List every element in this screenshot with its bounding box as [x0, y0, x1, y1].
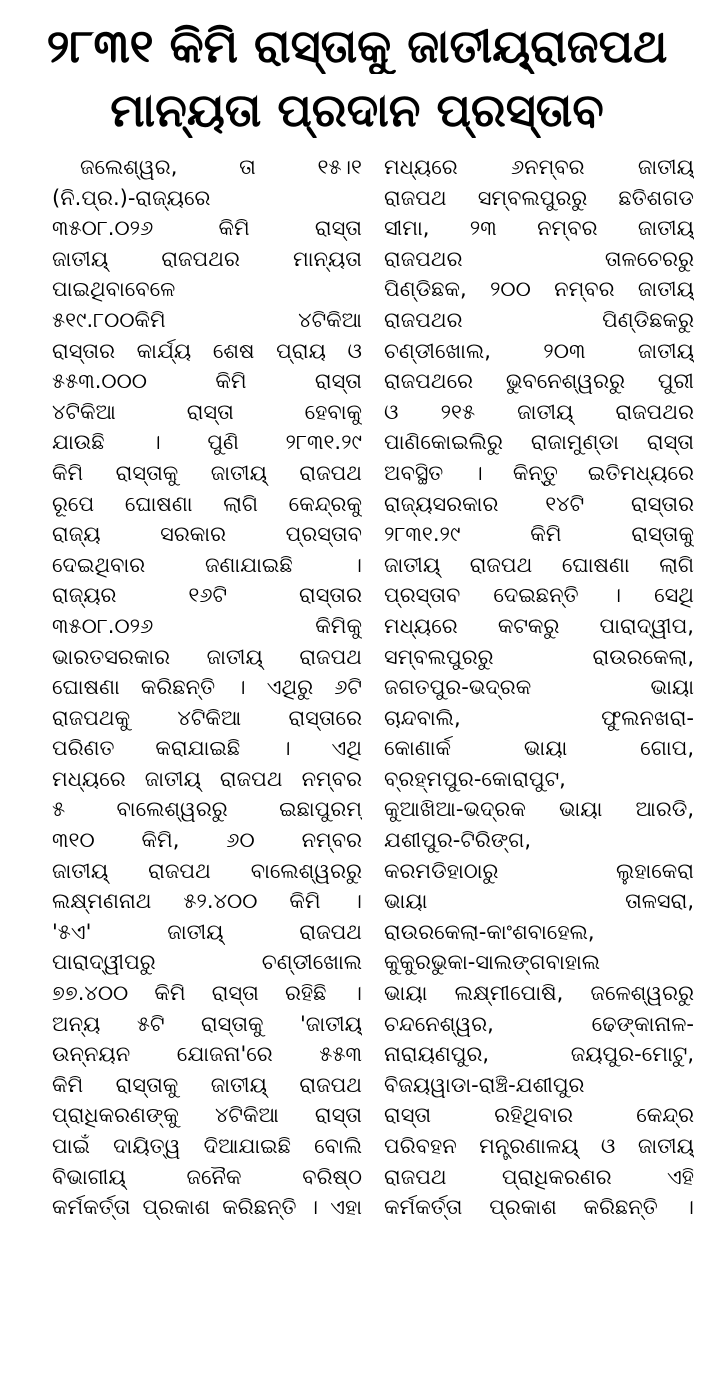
body-line: ଘୋଷଣା କରିଛନ୍ତି । ଏଥିରୁ ୬ଟି — [52, 675, 362, 700]
body-line: ୩୫୦୮.୦୨୬ କିମିକୁ — [52, 613, 362, 638]
body-line: ପ୍ରାଧିକରଣଙ୍କୁ ୪ଟିକିଆ ରାସ୍ତା — [52, 1103, 362, 1128]
body-line: ଚଣ୍ଡୀଖୋଲ, ୨୦୩ ଜାତୀୟ୍ — [384, 338, 694, 363]
body-line: ରାଉରକେଲା-କାଂଶବାହେଲ, — [384, 919, 595, 944]
body-line: ମଧ୍ୟରେ କଟକରୁ ପାରାଦ୍ୱୀପ, — [384, 613, 694, 638]
body-line: କର୍ମକର୍ତ୍ତା ପ୍ରକାଶ କରିଛନ୍ତି । — [384, 1195, 694, 1220]
body-line: ରାଜପଥର ପିଣ୍ଡିଛକରୁ — [384, 307, 694, 332]
body-line: ଅବସ୍ଥିତ । କିନ୍ତୁ ଇତିମଧ୍ୟରେ — [384, 460, 694, 485]
body-line: କରମଡିହାଠାରୁ ଲୁହାକେରା — [384, 858, 694, 883]
body-line: ଯାଉଛି । ପୁଣି ୨୮୩୧.୨୯ — [52, 430, 362, 455]
body-line: ପ୍ରସ୍ତାବ ଦେଇଛନ୍ତି । ସେଥି — [384, 583, 694, 608]
body-line: ଜଲେଶ୍ୱର, ତା ୧୫।୧ — [80, 155, 362, 179]
body-line: ରାଜପଥ ସମ୍ବଲପୁରରୁ ଛତିଶଗଡ — [384, 185, 694, 210]
body-column-left — [52, 152, 362, 1384]
body-line: ପାଣିକୋଇଲିରୁ ରାଜାମୁଣ୍ଡା ରାସ୍ତା — [384, 430, 694, 455]
body-line: (ନି.ପ୍ର.)-ରାଜ୍ୟରେ — [52, 185, 211, 210]
body-line: ରାଜପଥର ତାଳଚେରରୁ — [384, 246, 694, 271]
body-line: ୩୫୦୮.୦୨୬ କିମି ରାସ୍ତା — [52, 216, 362, 241]
body-line: ପରିଣତ କରାଯାଇଛି । ଏଥି — [52, 736, 362, 761]
body-line: ପାରାଦ୍ୱୀପରୁ ଚଣ୍ଡୀଖୋଲ — [52, 950, 362, 975]
body-line: ୩୧୦ କିମି, ୬୦ ନମ୍ବର — [52, 828, 362, 853]
body-line: ଦେଇଥିବାର ଜଣାଯାଇଛି । — [52, 552, 362, 577]
body-line: ରାଜ୍ୟସରକାର ୧୪ଟି ରାସ୍ତାର — [384, 491, 694, 516]
body-line: କିମି ରାସ୍ତାକୁ ଜାତୀୟ୍ ରାଜପଥ — [52, 460, 362, 485]
body-line: ଜାତୀୟ୍ ରାଜପଥର ମାନ୍ୟତା — [52, 246, 362, 271]
body-line: ପାଇଁ ଦାୟିତ୍ୱ ଦିଆଯାଇଛି ବୋଲି — [52, 1134, 362, 1158]
body-line: ପାଇଥିବାବେଳେ — [52, 277, 176, 302]
body-line: ୭୭.୪୦୦ କିମି ରାସ୍ତା ରହିଛି । — [52, 981, 362, 1006]
body-line: ରାଜ୍ୟର ୧୬ଟି ରାସ୍ତାର — [52, 583, 362, 608]
body-line: କୁଆଖିଆ-ଭଦ୍ରକ ଭାୟା ଆରଡି, — [384, 797, 694, 822]
body-line: ରୂପେ ଘୋଷଣା ଲାଗି କେନ୍ଦ୍ରକୁ — [52, 491, 362, 516]
body-line: ଉନ୍ନୟନ ଯୋଜନା'ରେ ୫୫୩ — [52, 1042, 362, 1067]
body-line: ରାଜପଥକୁ ୪ଟିକିଆ ରାସ୍ତାରେ — [52, 705, 362, 730]
body-line: ଅନ୍ୟ ୫ଟି ରାସ୍ତାକୁ 'ଜାତୀୟ୍ — [52, 1011, 362, 1036]
body-line: ନାରାୟଣପୁର, ଜୟପୁର-ମୋଟୁ, — [384, 1042, 694, 1067]
body-line: '୫ଏ' ଜାତୀୟ୍ ରାଜପଥ — [52, 919, 362, 944]
body-line: ୨୮୩୧.୨୯ କିମି ରାସ୍ତାକୁ — [384, 522, 694, 547]
body-line: ମଧ୍ୟରେ ଜାତୀୟ୍ ରାଜପଥ ନମ୍ବର — [52, 766, 362, 791]
body-line: ଭାରତସରକାର ଜାତୀୟ୍ ରାଜପଥ — [52, 644, 362, 669]
headline-line-1: ୨୮୩୧ କିମି ରାସ୍ତାକୁ ଜାତୀୟ୍‌ରାଜପଥ — [46, 19, 668, 73]
body-line: ଜଗତପୁର-ଭଦ୍ରକ ଭାୟା — [384, 675, 694, 700]
body-line: ୫୫୩.୦୦୦ କିମି ରାସ୍ତା — [52, 369, 362, 394]
body-line: ୫୧୯.୮୦୦କିମି ୪ଟିକିଆ — [52, 307, 362, 332]
body-line: ଯଶୀପୁର-ଟିରିଙ୍ଗ, — [384, 828, 532, 853]
body-line: କୋଣାର୍କ ଭାୟା ଗୋପ, — [384, 736, 694, 761]
body-line: କର୍ମକର୍ତ୍ତା ପ୍ରକାଶ କରିଛନ୍ତି । ଏହା — [52, 1195, 362, 1220]
body-line: ଭାୟା ତାଳସରା, — [384, 889, 694, 914]
body-line: ୪ଟିକିଆ ରାସ୍ତା ହେବାକୁ — [52, 399, 362, 424]
body-line: ରାଜ୍ୟ ସରକାର ପ୍ରସ୍ତାବ — [52, 522, 362, 547]
body-line: ଚାନ୍ଦବାଲି, ଫୁଲନଖରା- — [384, 705, 694, 730]
body-line: ଜାତୀୟ୍ ରାଜପଥ ବାଲେଶ୍ୱରରୁ — [52, 858, 362, 883]
body-line: ବିଭାଗୀୟ୍ ଜନୈକ ବରିଷ୍ଠ — [52, 1164, 362, 1189]
body-line: ଭାୟା ଲକ୍ଷ୍ମୀପୋଷି, ଜଳେଶ୍ୱରରୁ — [384, 981, 694, 1006]
body-line: ଲକ୍ଷ୍ମଣନାଥ ୫୨.୪୦୦ କିମି । — [52, 889, 362, 914]
body-line: ପିଣ୍ଡିଛକ, ୨୦୦ ନମ୍ବର ଜାତୀୟ୍ — [384, 277, 694, 302]
article-body — [0, 152, 714, 1384]
body-line: କୁକୁରଭୁକା-ସାଲଙ୍ଗବାହାଲ — [384, 950, 601, 975]
headline-line-2: ମାନ୍ୟତା ପ୍ରଦାନ ପ୍ରସ୍ତାବ — [110, 83, 604, 137]
body-line: ଚନ୍ଦନେଶ୍ୱର, ଢେଙ୍କାନାଳ- — [384, 1011, 694, 1036]
body-line: ମଧ୍ୟରେ ୬ନମ୍ବର ଜାତୀୟ୍ — [384, 155, 694, 179]
body-line: ସୀମା, ୨୩ ନମ୍ବର ଜାତୀୟ୍ — [384, 216, 694, 241]
body-line: ଓ ୨୧୫ ଜାତୀୟ୍ ରାଜପଥର — [384, 399, 694, 424]
body-line: ସମ୍ବଲପୁରରୁ ରାଉରକେଲା, — [384, 644, 694, 669]
body-line: ରାଜପଥ ପ୍ରାଧିକରଣର ଏହି — [384, 1164, 694, 1189]
body-column-right — [384, 152, 694, 1384]
body-line: ପରିବହନ ମନ୍ତ୍ରଣାଳୟ୍ ଓ ଜାତୀୟ୍ — [384, 1134, 694, 1158]
body-line: ରାସ୍ତା ରହିଥିବାର କେନ୍ଦ୍ର — [384, 1103, 694, 1128]
body-line: ବ୍ରହ୍ମପୁର-କୋରାପୁଟ, — [384, 766, 566, 791]
body-line: ରାସ୍ତାର କାର୍ଯ୍ୟ ଶେଷ ପ୍ରାୟ ଓ — [52, 338, 362, 363]
body-line: କିମି ରାସ୍ତାକୁ ଜାତୀୟ୍ ରାଜପଥ — [52, 1072, 362, 1097]
body-line: ବିଜୟୱାଡା-ରାଞ୍ଚି-ଯଶୀପୁର — [384, 1072, 585, 1097]
body-line: ଜାତୀୟ୍ ରାଜପଥ ଘୋଷଣା ଲାଗି — [384, 552, 694, 577]
body-line: ୫ ବାଲେଶ୍ୱରରୁ ଇଛାପୁରମ୍ — [52, 797, 362, 822]
body-line: ରାଜପଥରେ ଭୁବନେଶ୍ୱରରୁ ପୁରୀ — [384, 369, 694, 394]
